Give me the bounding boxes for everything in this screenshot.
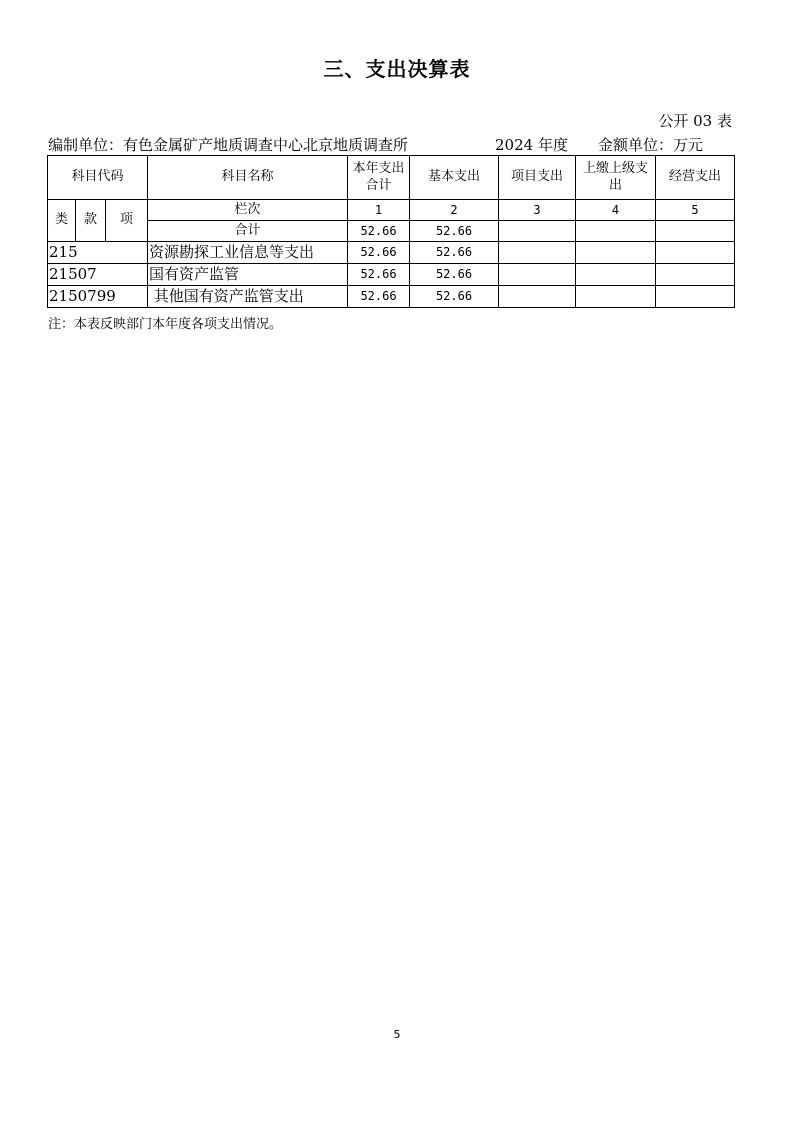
row-code: 2150799	[48, 286, 148, 308]
header-lanci: 栏次	[148, 200, 348, 221]
row-name: 国有资产监管	[148, 264, 348, 286]
table-row	[48, 264, 735, 286]
row-upper	[576, 286, 656, 308]
row-upper	[576, 242, 656, 264]
table-row	[48, 242, 735, 264]
total-row	[48, 221, 735, 242]
expenditure-table	[47, 155, 735, 308]
header-name: 科目名称	[148, 156, 348, 200]
total-project	[499, 221, 576, 242]
header-xiang: 项	[106, 200, 148, 242]
row-total: 52.66	[348, 242, 410, 264]
row-business	[656, 286, 735, 308]
header-project: 项目支出	[499, 156, 576, 200]
header-kuan: 款	[76, 200, 106, 242]
header-code: 科目代码	[48, 156, 148, 200]
report-meta	[48, 134, 738, 154]
table-row	[48, 286, 735, 308]
money-unit: 金额单位：万元	[598, 136, 704, 154]
col-index-1: 1	[348, 200, 410, 221]
header-basic: 基本支出	[410, 156, 499, 200]
total-basic: 52.66	[410, 221, 499, 242]
header-row	[48, 156, 735, 200]
header-upper: 上缴上级支 出	[576, 156, 656, 200]
form-number: 公开 03 表	[658, 112, 732, 130]
row-project	[499, 286, 576, 308]
row-code: 215	[48, 242, 148, 264]
total-upper	[576, 221, 656, 242]
row-total: 52.66	[348, 264, 410, 286]
total-amount: 52.66	[348, 221, 410, 242]
total-label: 合计	[148, 221, 348, 242]
row-project	[499, 264, 576, 286]
compiling-unit: 编制单位：有色金属矿产地质调查中心北京地质调查所	[48, 136, 409, 154]
row-code: 21507	[48, 264, 148, 286]
row-basic: 52.66	[410, 286, 499, 308]
footnote: 注：本表反映部门本年度各项支出情况。	[48, 317, 283, 332]
row-upper	[576, 264, 656, 286]
page-number: 5	[393, 1028, 401, 1041]
col-index-5: 5	[656, 200, 735, 221]
column-index-row	[48, 200, 735, 221]
header-total: 本年支出 合计	[348, 156, 410, 200]
fiscal-year: 2024 年度	[495, 136, 568, 154]
header-business: 经营支出	[656, 156, 735, 200]
row-business	[656, 264, 735, 286]
row-basic: 52.66	[410, 242, 499, 264]
row-basic: 52.66	[410, 264, 499, 286]
col-index-4: 4	[576, 200, 656, 221]
header-lei: 类	[48, 200, 76, 242]
row-total: 52.66	[348, 286, 410, 308]
col-index-3: 3	[499, 200, 576, 221]
row-business	[656, 242, 735, 264]
total-business	[656, 221, 735, 242]
row-name: 其他国有资产监管支出	[148, 286, 348, 308]
col-index-2: 2	[410, 200, 499, 221]
page-title: 三、支出决算表	[323, 57, 471, 81]
row-project	[499, 242, 576, 264]
row-name: 资源勘探工业信息等支出	[148, 242, 348, 264]
